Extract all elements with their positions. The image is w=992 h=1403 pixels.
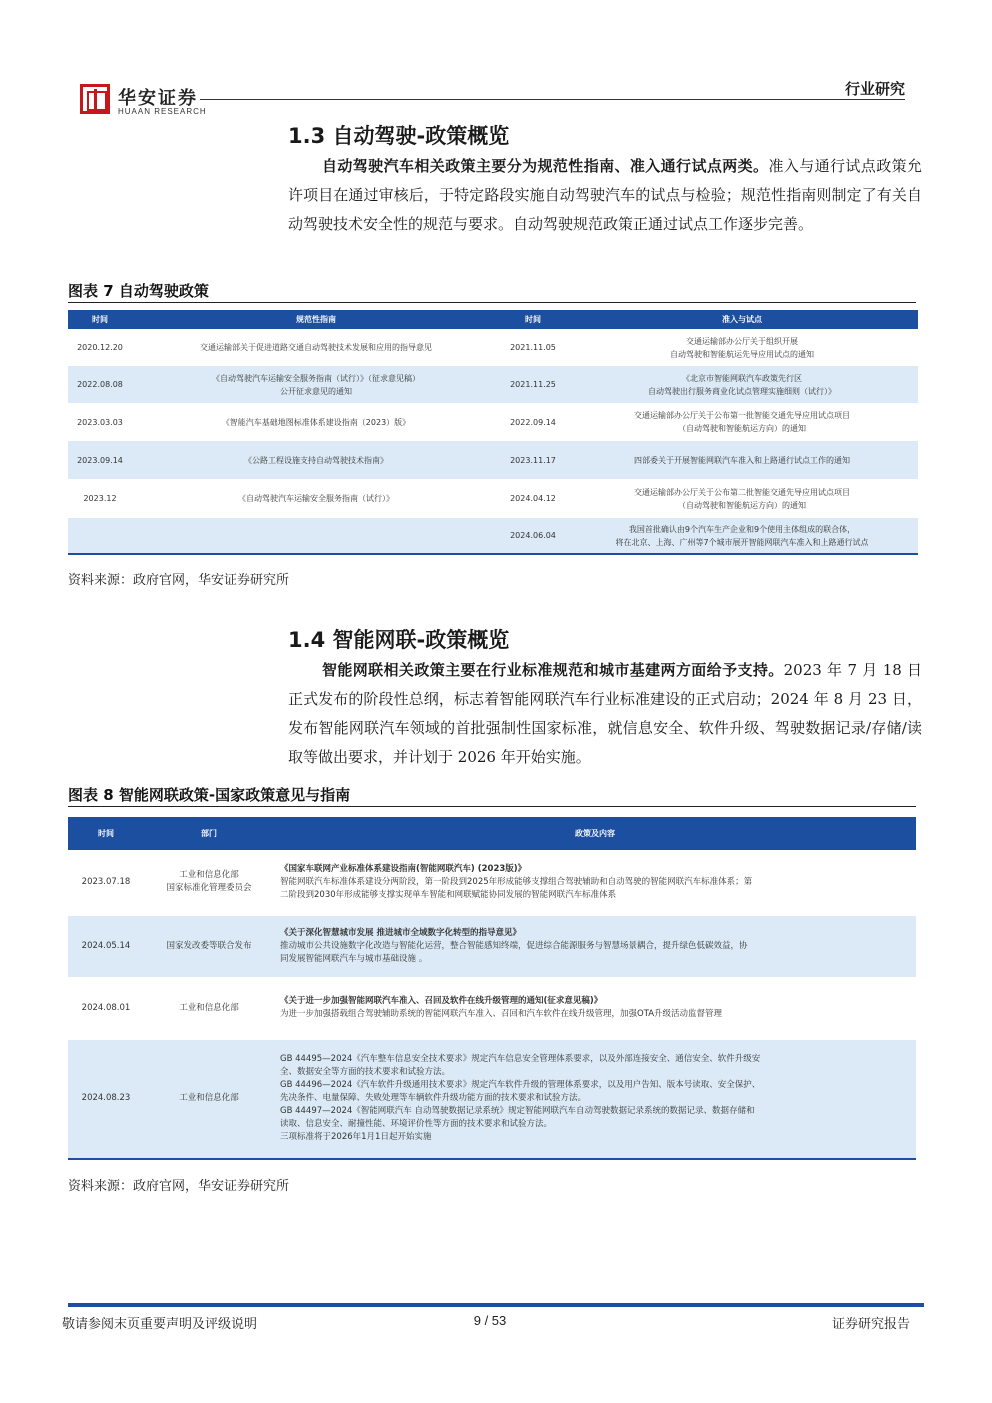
date-cell: 2023.09.14 bbox=[68, 441, 132, 479]
date-cell: 2023.07.18 bbox=[68, 850, 144, 915]
guide-cell: 《自动驾驶汽车运输安全服务指南（试行）》（征求意见稿） 公开征求意见的通知 bbox=[132, 366, 500, 403]
footer-disclaimer: 敬请参阅末页重要声明及评级说明 bbox=[62, 1317, 258, 1332]
pilot-cell: 四部委关于开展智能网联汽车准入和上路通行试点工作的通知 bbox=[566, 441, 918, 479]
guide-cell: 交通运输部关于促进道路交通自动驾驶技术发展和应用的指导意见 bbox=[200, 343, 432, 352]
date-cell: 2022.09.14 bbox=[510, 417, 556, 427]
date-cell: 2023.03.03 bbox=[77, 417, 123, 427]
table-row bbox=[68, 915, 916, 977]
paragraph-body: 2023 年 7 月 18 日正式发布的阶段性总纲，标志着智能网联汽车行业标准建设的正式启动；2024 年 8 月 23 日，发布智能网联汽车领域的首批强制性国家标准，就信息安全、软件升级、驾驶数据记录/存储/读取等做出要求，并计划于 2026 年开始实施。 bbox=[288, 661, 922, 766]
policy-cell: 《关于进一步加强智能网联汽车准入、召回及软件在线升级管理的通知(征求意见稿)》 为进一步加强搭载组合驾驶辅助系统的智能网联汽车准入、召回和汽车软件在线升级管理，加强OTA升级活动监督管理 bbox=[274, 977, 916, 1039]
guide-cell: 《自动驾驶汽车运输安全服务指南（试行）》 bbox=[238, 494, 394, 503]
table-row bbox=[68, 441, 918, 479]
dept-cell: 工业和信息化部 bbox=[144, 1039, 274, 1159]
section-paragraph-connected bbox=[288, 656, 922, 772]
date-cell: 2020.12.20 bbox=[77, 343, 123, 352]
figure-8-source: 资料来源：政府官网，华安证券研究所 bbox=[68, 1179, 290, 1194]
pilot-cell: 交通运输部办公厅关于组织开展 自动驾驶和智能航运先导应用试点的通知 bbox=[670, 336, 814, 359]
date-cell: 2024.04.12 bbox=[510, 494, 556, 503]
date-cell: 2021.11.25 bbox=[500, 366, 566, 403]
company-logo-icon bbox=[80, 84, 110, 114]
autonomous-policy-table bbox=[68, 310, 918, 555]
date-cell: 2024.08.01 bbox=[68, 977, 144, 1039]
paragraph-lead: 智能网联相关政策主要在行业标准规范和城市基建两方面给予支持。 bbox=[322, 661, 784, 679]
date-cell: 2024.05.14 bbox=[68, 915, 144, 977]
footer-report-type: 证券研究报告 bbox=[831, 1317, 910, 1332]
figure-7-source: 资料来源：政府官网，华安证券研究所 bbox=[68, 573, 290, 588]
paragraph-body: 准入与通行试点政策允许项目在通过审核后，于特定路段实施自动驾驶汽车的试点与检验；规范性指南则制定了有关自动驾驶技术安全性的规范与要求。自动驾驶规范政策正通过试点工作逐步完善。 bbox=[288, 157, 922, 233]
date-cell bbox=[68, 518, 132, 554]
section-title-autonomous: 1.3 自动驾驶-政策概览 bbox=[288, 124, 510, 148]
dept-cell: 国家发改委等联合发布 bbox=[144, 915, 274, 977]
column-header: 部门 bbox=[144, 817, 274, 850]
logo-text-cn: 华安证券 bbox=[118, 88, 198, 109]
date-cell: 2021.11.05 bbox=[510, 343, 556, 352]
date-cell: 2024.06.04 bbox=[500, 518, 566, 554]
table-row bbox=[68, 329, 918, 366]
column-header: 准入与试点 bbox=[566, 310, 918, 329]
table-row bbox=[68, 518, 918, 554]
guide-cell bbox=[132, 518, 500, 554]
dept-cell: 工业和信息化部 bbox=[144, 977, 274, 1039]
figure-8-rule bbox=[68, 806, 916, 807]
table-row bbox=[68, 1039, 916, 1159]
table-row bbox=[68, 366, 918, 403]
date-cell: 2024.08.23 bbox=[68, 1039, 144, 1159]
guide-cell: 《公路工程设施支持自动驾驶技术指南》 bbox=[132, 441, 500, 479]
pilot-cell: 交通运输部办公厅关于公布第二批智能交通先导应用试点项目 （自动驾驶和智能航运方向）的通知 bbox=[634, 487, 850, 510]
logo-text-en: HUAAN RESEARCH bbox=[118, 107, 207, 116]
table-row bbox=[68, 850, 916, 915]
column-header: 政策及内容 bbox=[274, 817, 916, 850]
page-number: 9 / 53 bbox=[473, 1313, 507, 1328]
column-header: 时间 bbox=[500, 310, 566, 329]
table-header-row bbox=[68, 817, 916, 850]
date-cell: 2023.12 bbox=[83, 494, 117, 503]
report-category: 行业研究 bbox=[844, 80, 905, 98]
column-header: 时间 bbox=[68, 310, 132, 329]
header-divider bbox=[200, 99, 905, 100]
section-paragraph-autonomous bbox=[288, 152, 922, 239]
column-header: 规范性指南 bbox=[132, 310, 500, 329]
date-cell: 2022.08.08 bbox=[68, 366, 132, 403]
table-header-row bbox=[68, 310, 918, 329]
policy-cell: GB 44495—2024《汽车整车信息安全技术要求》规定汽车信息安全管理体系要求，以及外部连接安全、通信安全、软件升级安 全、数据安全等方面的技术要求和试验方法。 GB 44496—2024《汽车软件升级通用技术要求》规定汽车软件升级的管理体系要求，以及用户告知、版本号读取、安全保护、 先决条件、电量保障、失败处理等车辆软件升级功能方面的技术要求和试验方法。 GB 44497—2024《智能网联汽车 自动驾驶数据记录系统》规定智能网联汽车自动驾驶数据记录系统的数据记录、数据存储和 读取、信息安全、耐撞性能、环境评价性等方面的技术要求和试验方法。 三项标准将于2026年1月1日起开始实施 bbox=[274, 1039, 916, 1159]
figure-7-title: 图表 7 自动驾驶政策 bbox=[68, 282, 209, 300]
policy-cell: 《国家车联网产业标准体系建设指南(智能网联汽车) (2023版)》 智能网联汽车标准体系建设分两阶段，第一阶段到2025年形成能够支撑组合驾驶辅助和自动驾驶的智能网联汽车标准体系；第 二阶段到2030年形成能够支撑实现单车智能和网联赋能协同发展的智能网联汽车标准体系 bbox=[274, 850, 916, 915]
table-row bbox=[68, 403, 918, 441]
table-row bbox=[68, 977, 916, 1039]
paragraph-lead: 自动驾驶汽车相关政策主要分为规范性指南、准入通行试点两类。 bbox=[322, 157, 769, 175]
date-cell: 2023.11.17 bbox=[500, 441, 566, 479]
guide-cell: 《智能汽车基础地图标准体系建设指南（2023）版》 bbox=[221, 417, 411, 427]
pilot-cell: 交通运输部办公厅关于公布第一批智能交通先导应用试点项目 （自动驾驶和智能航运方向）的通知 bbox=[634, 411, 850, 433]
pilot-cell: 我国首批确认由9个汽车生产企业和9个使用主体组成的联合体， 将在北京、上海、广州等7个城市展开智能网联汽车准入和上路通行试点 bbox=[566, 518, 918, 554]
figure-8-title: 图表 8 智能网联政策-国家政策意见与指南 bbox=[68, 786, 351, 804]
column-header: 时间 bbox=[68, 817, 144, 850]
connected-policy-table bbox=[68, 817, 916, 1160]
dept-cell: 工业和信息化部 国家标准化管理委员会 bbox=[144, 850, 274, 915]
policy-cell: 《关于深化智慧城市发展 推进城市全域数字化转型的指导意见》 推动城市公共设施数字化改造与智能化运营，整合智能感知终端，促进综合能源服务与智慧场景耦合，提升绿色低碳效益，协 同发展智能网联汽车与城市基础设施 。 bbox=[274, 915, 916, 977]
table-row bbox=[68, 479, 918, 518]
footer-bar bbox=[68, 1303, 924, 1307]
figure-7-rule bbox=[68, 302, 916, 303]
section-title-connected: 1.4 智能网联-政策概览 bbox=[288, 628, 510, 652]
pilot-cell: 《北京市智能网联汽车政策先行区 自动驾驶出行服务商业化试点管理实施细则（试行）》 bbox=[566, 366, 918, 403]
